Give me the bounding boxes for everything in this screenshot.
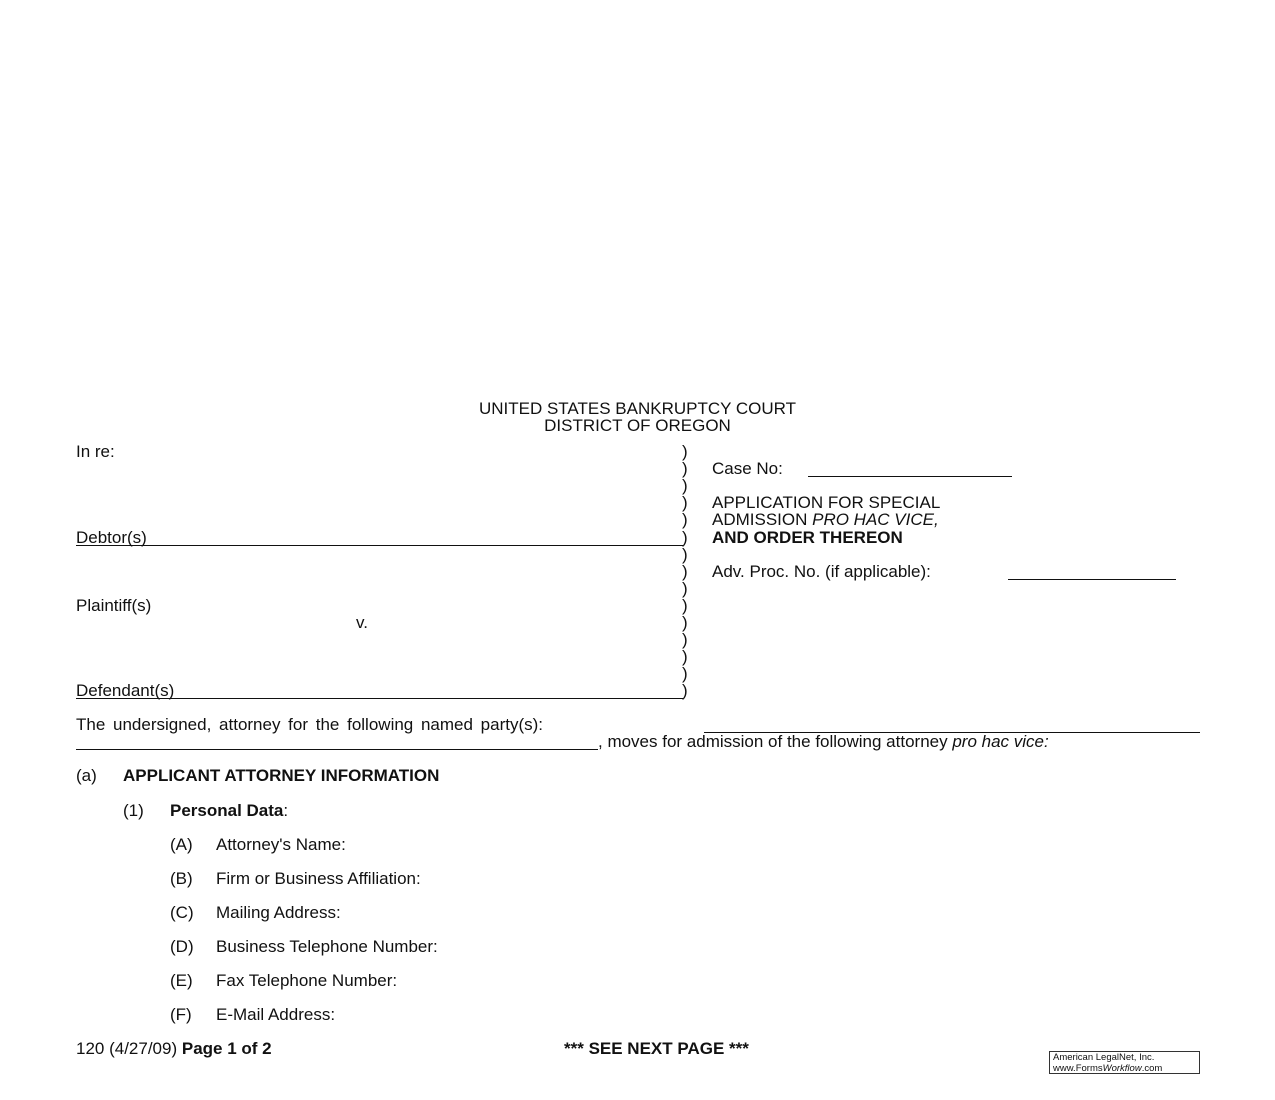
field-mailing-address [170,904,341,921]
vendor-url: www.FormsWorkflow.com [1053,1062,1163,1074]
intro-line2-text: , moves for admission of the following attorney [598,732,953,751]
field-label: Attorney's Name: [216,835,346,854]
section-a-title: APPLICANT ATTORNEY INFORMATION [123,766,440,785]
paren: ) [682,681,688,700]
vendor-logo [1049,1051,1200,1074]
vendor-name: American LegalNet, Inc. [1053,1052,1155,1063]
field-label: Business Telephone Number: [216,937,438,956]
field-firm-affiliation [170,870,421,887]
field-label: E-Mail Address: [216,1005,336,1024]
doc-title-line1: APPLICATION FOR SPECIAL [712,493,941,512]
field-marker: (A) [170,835,193,854]
field-attorney-name [170,836,346,853]
doc-title-admission: ADMISSION [712,510,813,529]
field-marker: (D) [170,937,194,956]
adv-proc-label: Adv. Proc. No. (if applicable): [712,562,931,581]
adv-proc-field[interactable] [1008,579,1176,580]
field-label: Firm or Business Affiliation: [216,869,421,888]
doc-title-line3: AND ORDER THEREON [712,528,903,547]
paren: ) [682,664,688,683]
section-a-marker: (a) [76,766,97,785]
field-fax-phone [170,972,397,989]
debtors-label: Debtor(s) [76,528,147,547]
doc-title-line2 [712,511,939,528]
field-marker: (F) [170,1005,192,1024]
doc-title-pro-hac-vice: PRO HAC VICE, [812,510,939,529]
subsection-1-marker: (1) [123,801,144,820]
field-marker: (C) [170,903,194,922]
form-number: 120 (4/27/09) [76,1039,182,1058]
case-no-label: Case No: [712,459,783,478]
paren: ) [682,510,688,529]
paren: ) [682,647,688,666]
field-marker: (B) [170,869,193,888]
court-district: DISTRICT OF OREGON [544,416,731,435]
intro-line2 [598,733,1049,750]
in-re-label: In re: [76,442,115,461]
paren: ) [682,630,688,649]
paren: ) [682,562,688,581]
personal-data-heading: Personal Data [170,801,284,820]
paren: ) [682,528,688,547]
intro-line2-italic: pro hac vice: [952,732,1049,751]
paren: ) [682,459,688,478]
field-label: Fax Telephone Number: [216,971,398,990]
field-business-phone [170,938,438,955]
paren: ) [682,613,688,632]
defendants-underline [76,698,683,699]
intro-line1: The undersigned, attorney for the following named party(s): [76,715,544,734]
defendants-label: Defendant(s) [76,681,175,700]
colon: : [283,801,289,820]
paren: ) [682,442,688,461]
paren: ) [682,476,688,495]
court-name: UNITED STATES BANKRUPTCY COURT [478,399,797,418]
subsection-1-title [170,802,288,819]
field-email [170,1006,335,1023]
paren: ) [682,493,688,512]
footer-form-id [76,1040,272,1057]
paren: ) [682,596,688,615]
paren: ) [682,579,688,598]
named-party-field-2[interactable] [76,749,598,750]
page-indicator: Page 1 of 2 [181,1039,272,1058]
debtors-underline [76,545,683,546]
field-marker: (E) [170,971,193,990]
paren: ) [682,545,688,564]
versus-label: v. [356,613,368,632]
plaintiffs-label: Plaintiff(s) [76,596,152,615]
field-label: Mailing Address: [216,903,341,922]
case-no-field[interactable] [808,476,1012,477]
see-next-page: *** SEE NEXT PAGE *** [564,1039,749,1058]
